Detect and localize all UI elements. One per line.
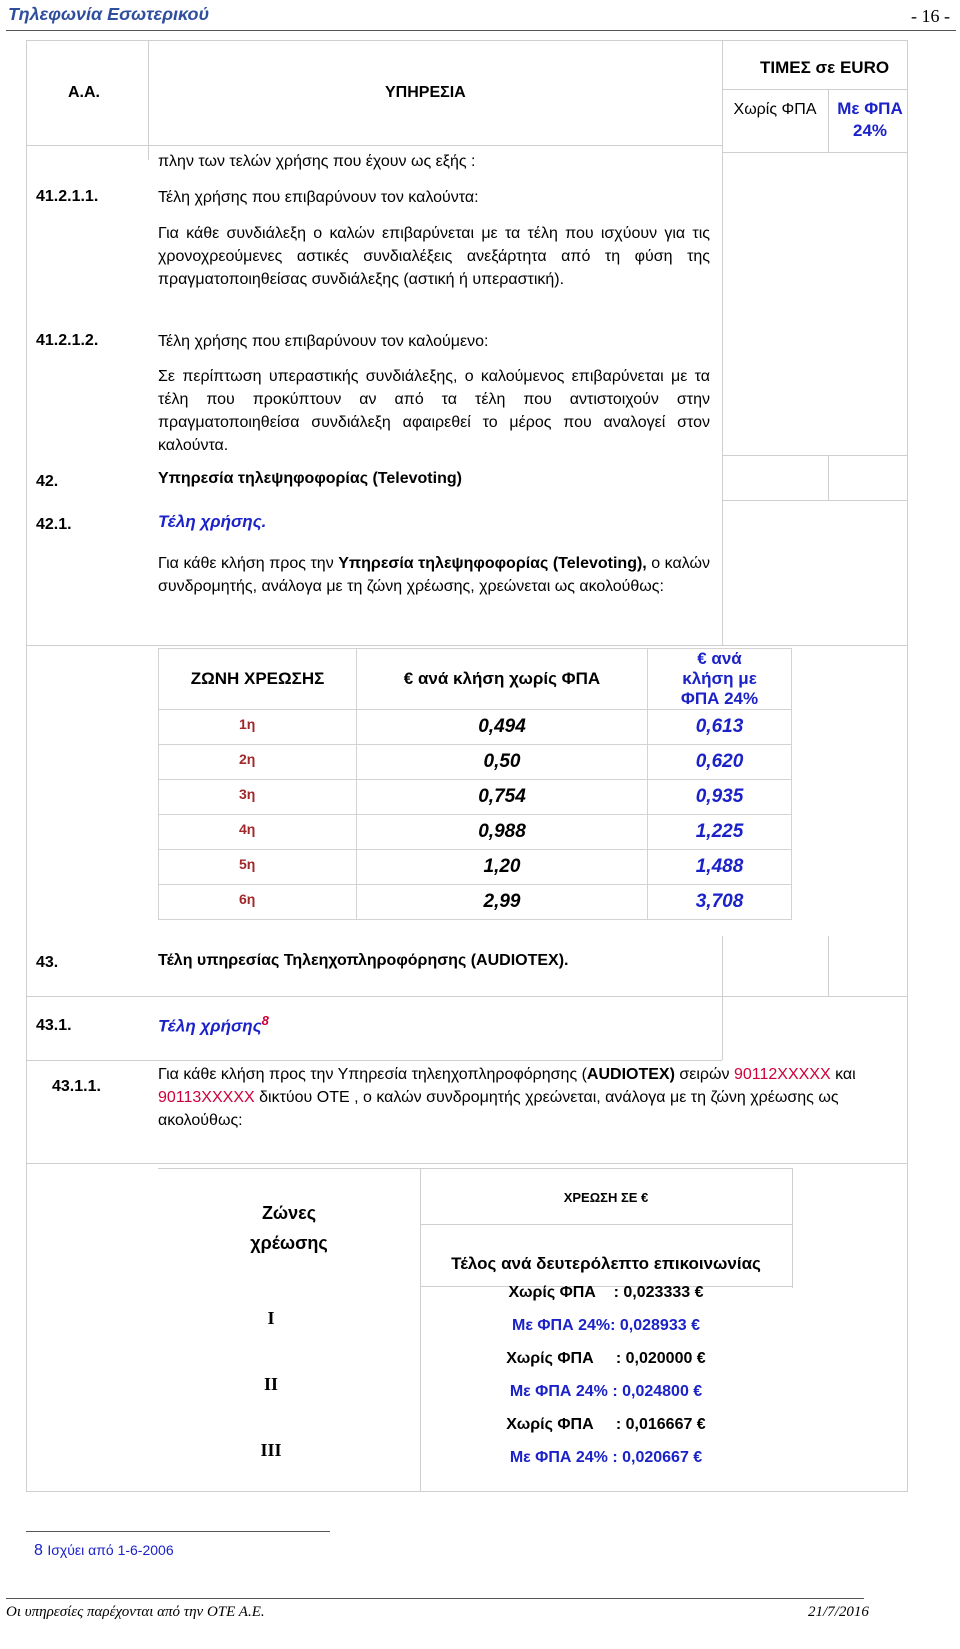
price-with-vat: 0,935 [648,780,792,815]
audiotex-text-a: Για κάθε κλήση προς την Υπηρεσία τηλεηχοπληροφόρησης ( [158,1066,587,1083]
header-rule [6,30,956,31]
audiotex-rate-no-vat: Χωρίς ΦΠΑ : 0,016667 € [506,1416,706,1433]
televoting-row [159,815,792,850]
item-code-42-1: 42.1. [36,516,72,533]
item-code-43-1-1: 43.1.1. [52,1078,101,1095]
row-divider-televoting [722,455,908,456]
no-vat-header [730,98,820,121]
column-divider-code [148,40,149,160]
televoting-row [159,850,792,885]
televoting-row [159,710,792,745]
footnote-text: Ισχύει από 1-6-2006 [47,1542,174,1558]
price-no-vat: 2,99 [357,885,648,920]
prices-header: ΤΙΜΕΣ σε EURO [760,58,890,77]
audiotex-zone: I [267,1308,275,1328]
item-title-43: Τέλη υπηρεσίας Τηλεηχοπληροφόρησης (AUDIOTEX). [158,952,569,969]
with-vat-header [832,98,908,142]
intro-text [158,150,475,173]
item-code-42: 42. [36,473,59,490]
usage-fees-title: Τέλη χρήσης [158,1016,262,1036]
column-divider-prices [722,40,723,645]
aa-header: Α.Α. [68,84,100,101]
audiotex-text-d: δικτύου ΟΤΕ , ο καλών συνδρομητής χρεώνεται, ανάλογα με τη ζώνη χρέωσης ως ακολούθως: [158,1089,839,1129]
price-with-vat: 0,613 [648,710,792,745]
charge-header: ΧΡΕΩΣΗ ΣΕ € [563,1190,649,1205]
item-title-41-2-1-2: Τέλη χρήσης που επιβαρύνουν τον καλούμενο: [158,333,489,350]
televoting-row [159,780,792,815]
item-text-43-1-1 [158,1063,858,1132]
price-no-vat: 0,50 [357,745,648,780]
footer-right: 21/7/2016 [808,1604,869,1620]
audiotex-header-divider-b [420,1224,792,1225]
televoting-text-a: Για κάθε κλήση προς την [158,555,334,572]
price-sub-divider [722,152,908,153]
audiotex-rate-with-vat: Με ΦΠΑ 24% : 0,024800 € [509,1383,703,1400]
footnote-number: 8 [34,1542,43,1559]
zones-label [158,1198,420,1258]
price-with-vat: 1,488 [648,850,792,885]
column-divider-prices-2 [722,936,723,1060]
zones-label-1: Ζώνες [261,1203,317,1223]
column-divider-vat-3 [828,936,829,996]
price-with-vat: 1,225 [648,815,792,850]
price-with-vat: 0,620 [648,745,792,780]
televoting-row [159,885,792,920]
item-code-43-1: 43.1. [36,1017,72,1034]
price-header-divider [722,89,908,90]
footer-rule [6,1598,864,1599]
audiotex-rate-no-vat: Χωρίς ΦΠΑ : 0,020000 € [506,1350,706,1367]
number-range-90113: 90113XXXXX [158,1089,255,1106]
footer-left: Οι υπηρεσίες παρέχονται από την ΟΤΕ Α.Ε. [6,1604,265,1620]
televoting-rows [159,710,792,920]
footnote-ref: 8 [261,1013,269,1028]
price-no-vat: 0,494 [357,710,648,745]
zones-label-2: χρέωσης [250,1233,328,1253]
audiotex-text-c: σειρών [674,1066,734,1083]
audiotex-rate-with-vat: Με ΦΠΑ 24% : 0,020667 € [509,1449,703,1466]
item-title-41-2-1-1: Τέλη χρήσης που επιβαρύνουν τον καλούντα: [158,189,479,206]
per-second-header: Τέλος ανά δευτερόλεπτο επικοινωνίας [451,1254,761,1273]
audiotex-header-divider-a [158,1168,792,1169]
intro-text-content: πλην των τελών χρήσης που έχουν ως εξής : [158,153,476,170]
zone-label: 3η [159,780,357,815]
zone-label: 5η [159,850,357,885]
price-no-vat-header: € ανά κλήση χωρίς ΦΠΑ [357,649,648,710]
item-title-42-1: Τέλη χρήσης. [158,512,267,531]
price-vat-header: € ανά κλήση με ΦΠΑ 24% [648,649,792,710]
item-title-42: Υπηρεσία τηλεψηφοφορίας (Televoting) [158,470,462,487]
column-divider-vat-2 [828,455,829,500]
item-title-43-1 [158,1013,269,1037]
page-number: - 16 - [911,6,950,26]
row-divider-e [26,1163,908,1164]
audiotex-and: και [830,1066,856,1083]
price-no-vat: 0,754 [357,780,648,815]
zone-header: ΖΩΝΗ ΧΡΕΩΣΗΣ [159,649,357,710]
item-text-41-2-1-1: Για κάθε συνδιάλεξη ο καλών επιβαρύνεται με τα τέλη που ισχύουν για τις χρονοχρεούμενες αστικές συνδιαλέξεις ανεξάρτητα από τη φύση της πραγματοποιηθείσας συνδιάλεξης (αστική ή υπεραστική). [158,225,710,288]
with-vat-label: Με ΦΠΑ [837,99,903,118]
televoting-zone-table [158,648,792,920]
televoting-service-name: Υπηρεσία τηλεψηφοφορίας (Televoting), [338,555,647,572]
item-code-41-2-1-2: 41.2.1.2. [36,332,99,349]
audiotex-table [158,1168,792,1492]
document-header-title: Τηλεφωνία Εσωτερικού [8,4,210,24]
item-text-42-1 [158,552,710,598]
number-range-90112: 90112XXXXX [733,1066,831,1083]
with-vat-percent: 24% [852,121,888,140]
televoting-row [159,745,792,780]
item-text-41-2-1-2: Σε περίπτωση υπεραστικής συνδιάλεξης, ο καλούμενος επιβαρύνεται με τα τέλη που προκύπτουν αν από τα τέλη που αντιστοιχούν στην πραγματοποιηθείσα συνδιάλεξη αφαιρεθεί το μέρος που αναλογεί στον καλούντα. [158,368,710,454]
audiotex-rate-no-vat: Χωρίς ΦΠΑ : 0,023333 € [508,1284,704,1301]
zone-label: 6η [159,885,357,920]
price-no-vat: 0,988 [357,815,648,850]
item-code-41-2-1-1: 41.2.1.1. [36,188,99,205]
televoting-text-c: ο καλών συνδρομητής, ανάλογα με τη ζώνη χρέωσης, χρεώνεται ως ακολούθως: [158,555,710,595]
audiotex-name: AUDIOTEX) [586,1066,675,1083]
audiotex-right-edge [792,1168,793,1288]
row-divider-d [26,1060,722,1061]
zone-label: 1η [159,710,357,745]
item-code-43: 43. [36,954,59,971]
zone-label: 2η [159,745,357,780]
service-header: ΥΠΗΡΕΣΙΑ [385,84,466,101]
row-divider-a [722,500,908,501]
footnote-rule [26,1531,330,1532]
zone-label: 4η [159,815,357,850]
row-divider-b [26,645,908,646]
audiotex-rate-with-vat: Με ΦΠΑ 24%: 0,028933 € [512,1317,700,1334]
column-divider-vat [828,89,829,152]
price-with-vat: 3,708 [648,885,792,920]
no-vat-label: Χωρίς ΦΠΑ [733,101,817,118]
footnote [34,1542,174,1560]
audiotex-zone: II [263,1374,278,1394]
audiotex-zone: III [260,1440,282,1460]
header-divider [26,145,722,146]
row-divider-c [26,996,908,997]
price-no-vat: 1,20 [357,850,648,885]
